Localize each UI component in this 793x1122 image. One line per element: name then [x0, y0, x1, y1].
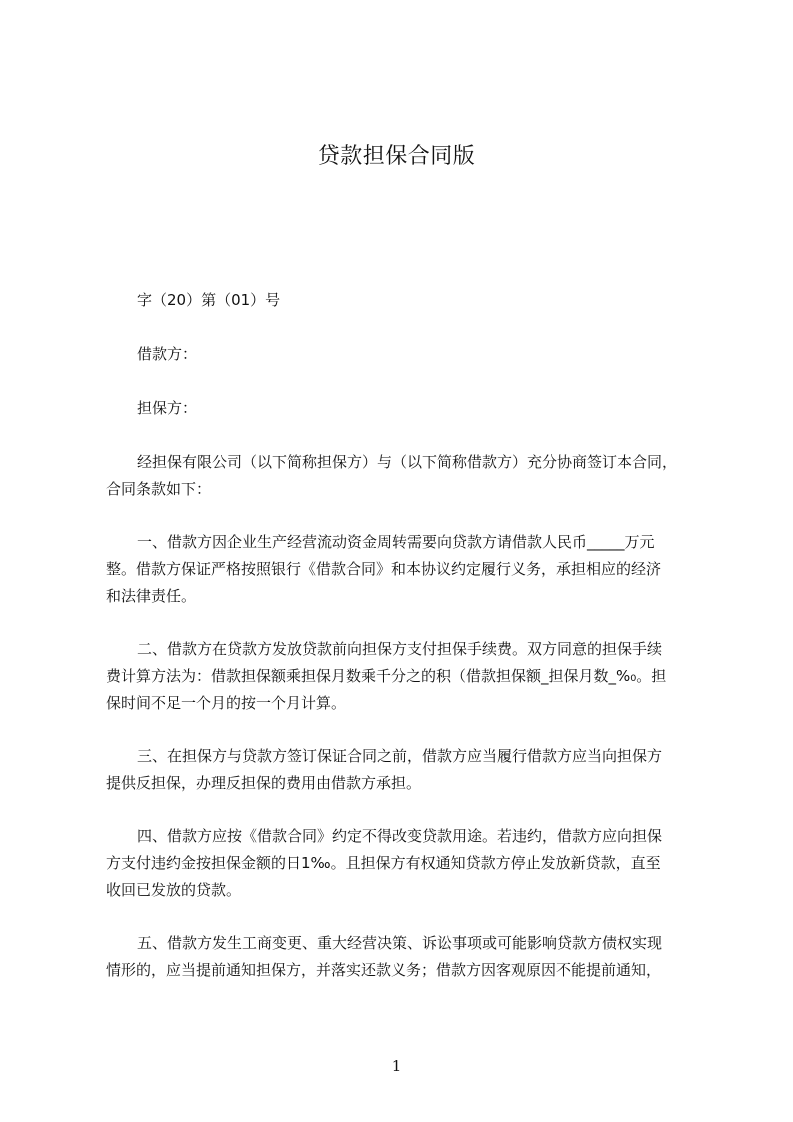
paragraph-line: 五、借款方发生工商变更、重大经营决策、诉讼事项或可能影响贷款方债权实现: [137, 934, 663, 952]
paragraph-line: 和法律责任。: [106, 587, 197, 605]
contract-number: 字（20）第（01）号: [137, 291, 281, 309]
paragraph-line: 收回已发放的贷款。: [106, 881, 242, 899]
paragraph-line: 费计算方法为：借款担保额乘担保月数乘千分之的积（借款担保额_担保月数_%₀。担: [106, 667, 667, 685]
paragraph-line: 合同条款如下：: [106, 480, 212, 498]
page-number: 1: [391, 1057, 402, 1075]
paragraph-line: 情形的，应当提前通知担保方，并落实还款义务；借款方因客观原因不能提前通知，: [106, 961, 662, 979]
paragraph-line: 经担保有限公司（以下简称担保方）与（以下简称借款方）充分协商签订本合同，: [137, 453, 678, 471]
paragraph-line: 三、在担保方与贷款方签订保证合同之前，借款方应当履行借款方应当向担保方: [137, 747, 663, 765]
paragraph-line: 四、借款方应按《借款合同》约定不得改变贷款用途。若违约，借款方应向担保: [137, 827, 663, 845]
paragraph-line: 保时间不足一个月的按一个月计算。: [106, 694, 347, 712]
borrower-label: 借款方：: [137, 345, 198, 363]
paragraph-line: 方支付违约金按担保金额的日1‰。且担保方有权通知贷款方停止发放新贷款，直至: [106, 854, 661, 872]
document-title: 贷款担保合同版: [317, 144, 476, 169]
paragraph-line: 一、借款方因企业生产经营流动资金周转需要向贷款方请借款人民币_____万元: [137, 533, 655, 551]
paragraph-line: 二、借款方在贷款方发放贷款前向担保方支付担保手续费。双方同意的担保手续: [137, 640, 663, 658]
paragraph-line: 整。借款方保证严格按照银行《借款合同》和本协议约定履行义务，承担相应的经济: [106, 560, 662, 578]
guarantor-label: 担保方：: [137, 399, 198, 417]
paragraph-line: 提供反担保，办理反担保的费用由借款方承担。: [106, 774, 422, 792]
